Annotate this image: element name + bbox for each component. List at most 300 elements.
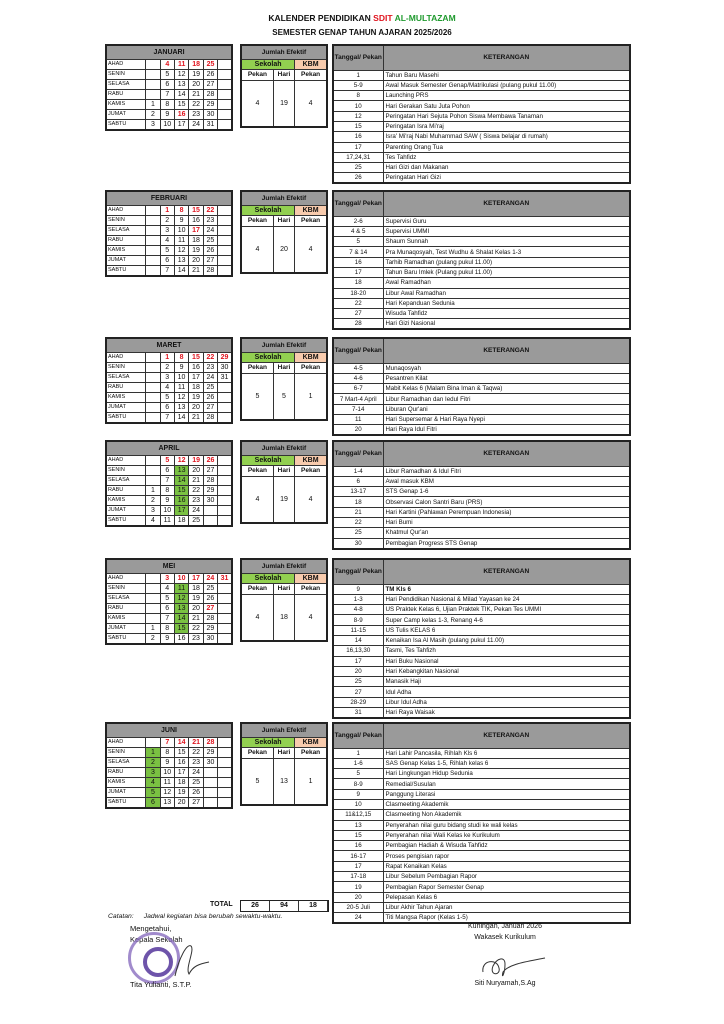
date-cell: 28 — [203, 265, 217, 276]
event-row — [333, 70, 630, 80]
pekan-label: Pekan — [241, 465, 273, 476]
date-cell: 22 — [203, 205, 217, 215]
event-description: Pembagian Hadiah & Wisuda Tahfidz — [383, 841, 630, 851]
date-cell: 13 — [174, 603, 188, 613]
date-cell — [146, 79, 160, 89]
day-name: SENIN — [106, 465, 146, 475]
effective-hari: 13 — [273, 758, 294, 805]
date-cell: 21 — [189, 737, 203, 747]
event-description: Idul Adha — [383, 687, 630, 697]
date-cell — [146, 215, 160, 225]
date-cell: 11 — [174, 59, 188, 69]
event-date: 27 — [333, 309, 383, 319]
date-cell: 18 — [189, 59, 203, 69]
effective-pekan: 5 — [241, 373, 273, 420]
event-date: 1 — [333, 748, 383, 758]
tanggal-header: Tanggal/ Pekan — [333, 45, 383, 70]
event-row — [333, 615, 630, 625]
event-description: Pembagian Rapor Semester Genap — [383, 882, 630, 892]
date-cell — [146, 245, 160, 255]
event-row — [333, 487, 630, 497]
event-date: 1 — [333, 70, 383, 80]
event-date: 9 — [333, 584, 383, 594]
date-cell: 20 — [174, 797, 188, 808]
date-cell: 24 — [203, 225, 217, 235]
event-row — [333, 267, 630, 277]
event-description: TM Kls 6 — [383, 584, 630, 594]
event-date: 9 — [333, 789, 383, 799]
event-row — [333, 758, 630, 768]
event-description: Khatmul Qur'an — [383, 528, 630, 538]
calendar-row — [106, 455, 232, 465]
event-date: 16 — [333, 132, 383, 142]
effective-header: Jumlah Efektif — [241, 441, 327, 455]
total-label: TOTAL — [210, 901, 233, 908]
event-description: Super Camp kelas 1-3, Renang 4-6 — [383, 615, 630, 625]
event-date: 5 — [333, 237, 383, 247]
hari-label: Hari — [273, 215, 294, 226]
date-cell — [218, 59, 232, 69]
event-date: 1-3 — [333, 594, 383, 604]
effective-header: Jumlah Efektif — [241, 559, 327, 573]
event-row — [333, 404, 630, 414]
note — [108, 913, 282, 920]
date-cell: 12 — [174, 455, 188, 465]
date-cell — [218, 613, 232, 623]
event-description: Mabit Kelas 6 (Malam Bina Iman & Taqwa) — [383, 384, 630, 394]
left-sign-line1: Mengetahui, — [130, 924, 172, 933]
calendar-row — [106, 767, 232, 777]
date-cell: 15 — [174, 485, 188, 495]
event-row — [333, 111, 630, 121]
event-description: Penyerahan nilai guru bidang studi ke wali kelas — [383, 820, 630, 830]
calendar-row — [106, 495, 232, 505]
event-description: Tasmi, Tes Tahfizh — [383, 646, 630, 656]
kbm-label: KBM — [295, 737, 327, 747]
event-row — [333, 101, 630, 111]
date-cell: 15 — [189, 205, 203, 215]
date-cell: 24 — [189, 505, 203, 515]
date-cell: 20 — [189, 255, 203, 265]
date-cell: 25 — [189, 515, 203, 526]
date-cell: 11 — [174, 382, 188, 392]
date-cell: 15 — [174, 747, 188, 757]
kbm-label: KBM — [295, 205, 327, 215]
right-sign-line2: Wakasek Kurikulum — [474, 934, 536, 941]
date-cell: 17 — [189, 573, 203, 583]
date-cell: 13 — [160, 797, 174, 808]
kbm-label: KBM — [295, 59, 327, 69]
date-cell: 25 — [203, 583, 217, 593]
date-cell: 16 — [189, 215, 203, 225]
date-cell: 19 — [189, 392, 203, 402]
date-cell: 28 — [203, 475, 217, 485]
date-cell — [218, 79, 232, 89]
event-description: Supervisi UMMI — [383, 226, 630, 236]
day-name: AHAD — [106, 352, 146, 362]
effective-days-table — [240, 337, 328, 421]
event-date: 17-18 — [333, 872, 383, 882]
effective-header: Jumlah Efektif — [241, 723, 327, 737]
event-date: 17 — [333, 861, 383, 871]
date-cell — [146, 89, 160, 99]
day-name: SELASA — [106, 475, 146, 485]
date-cell: 12 — [174, 69, 188, 79]
day-name: RABU — [106, 603, 146, 613]
calendar-row — [106, 402, 232, 412]
date-cell: 15 — [189, 352, 203, 362]
sekolah-label: Sekolah — [241, 455, 295, 465]
date-cell: 25 — [203, 235, 217, 245]
date-cell: 18 — [189, 583, 203, 593]
date-cell: 25 — [203, 382, 217, 392]
kbm-pekan-label: Pekan — [295, 465, 327, 476]
month-calendar — [105, 190, 233, 277]
event-row — [333, 476, 630, 486]
event-date: 1-4 — [333, 466, 383, 476]
event-description: Remedial/Susulan — [383, 779, 630, 789]
calendar-row — [106, 412, 232, 423]
sekolah-label: Sekolah — [241, 205, 295, 215]
date-cell — [218, 485, 232, 495]
date-cell: 6 — [160, 603, 174, 613]
month-calendar — [105, 722, 233, 809]
date-cell — [146, 372, 160, 382]
event-row — [333, 384, 630, 394]
event-description: Isra' Mi'raj Nabi Muhammad SAW ( Siswa belajar di rumah) — [383, 132, 630, 142]
date-cell: 5 — [160, 69, 174, 79]
date-cell: 11 — [160, 777, 174, 787]
date-cell: 28 — [203, 89, 217, 99]
date-cell — [146, 583, 160, 593]
effective-days-table — [240, 558, 328, 642]
event-row — [333, 142, 630, 152]
principal-signature-icon — [165, 938, 215, 983]
event-date: 13 — [333, 820, 383, 830]
hari-label: Hari — [273, 362, 294, 373]
event-row — [333, 528, 630, 538]
day-name: KAMIS — [106, 613, 146, 623]
event-date: 25 — [333, 677, 383, 687]
event-description: Tarhib Ramadhan (pulang pukul 11.00) — [383, 257, 630, 267]
date-cell: 9 — [174, 362, 188, 372]
date-cell: 27 — [203, 402, 217, 412]
date-cell: 23 — [189, 633, 203, 644]
date-cell — [218, 603, 232, 613]
effective-pekan: 4 — [241, 226, 273, 273]
event-date: 8 — [333, 91, 383, 101]
date-cell: 4 — [160, 583, 174, 593]
event-date: 7 Mart-4 April — [333, 394, 383, 404]
date-cell: 7 — [160, 89, 174, 99]
total-pekan: 26 — [241, 901, 270, 911]
month-name: MARET — [106, 338, 232, 352]
date-cell — [218, 757, 232, 767]
day-name: SELASA — [106, 79, 146, 89]
date-cell: 8 — [174, 205, 188, 215]
date-cell: 12 — [174, 593, 188, 603]
event-row — [333, 226, 630, 236]
date-cell — [218, 455, 232, 465]
event-description: Pelepasan Kelas 6 — [383, 892, 630, 902]
date-cell: 30 — [203, 109, 217, 119]
date-cell: 17 — [189, 225, 203, 235]
event-description: Hari Pendidikan Nasional & Milad Yayasan ke 24 — [383, 594, 630, 604]
date-cell — [146, 265, 160, 276]
event-row — [333, 892, 630, 902]
month-name: MEI — [106, 559, 232, 573]
calendar-row — [106, 235, 232, 245]
month-name: JANUARI — [106, 45, 232, 59]
date-cell — [218, 797, 232, 808]
date-cell: 22 — [189, 99, 203, 109]
date-cell: 5 — [160, 245, 174, 255]
date-cell — [218, 382, 232, 392]
event-date: 11&12,15 — [333, 810, 383, 820]
event-date: 18 — [333, 497, 383, 507]
event-date: 17 — [333, 142, 383, 152]
event-date: 20-5 Juli — [333, 902, 383, 912]
date-cell — [146, 737, 160, 747]
date-cell: 21 — [189, 265, 203, 276]
event-row — [333, 173, 630, 184]
day-name: SENIN — [106, 747, 146, 757]
date-cell: 23 — [189, 495, 203, 505]
date-cell: 8 — [160, 747, 174, 757]
date-cell: 11 — [174, 235, 188, 245]
date-cell — [218, 225, 232, 235]
date-cell: 9 — [160, 633, 174, 644]
effective-hari: 20 — [273, 226, 294, 273]
event-row — [333, 687, 630, 697]
event-row — [333, 298, 630, 308]
principal-name: Tita Yulianti, S.T.P. — [130, 980, 192, 989]
effective-pekan: 4 — [241, 594, 273, 641]
calendar-row — [106, 485, 232, 495]
day-name: SENIN — [106, 362, 146, 372]
event-date: 5 — [333, 769, 383, 779]
date-cell — [218, 623, 232, 633]
calendar-row — [106, 215, 232, 225]
date-cell: 16 — [174, 633, 188, 644]
date-cell — [146, 465, 160, 475]
date-cell: 11 — [160, 515, 174, 526]
date-cell: 27 — [203, 465, 217, 475]
calendar-row — [106, 205, 232, 215]
date-cell — [146, 69, 160, 79]
calendar-row — [106, 613, 232, 623]
date-cell: 6 — [160, 79, 174, 89]
date-cell — [203, 787, 217, 797]
effective-header: Jumlah Efektif — [241, 191, 327, 205]
event-date: 10 — [333, 799, 383, 809]
date-cell: 28 — [203, 412, 217, 423]
date-cell: 3 — [160, 372, 174, 382]
date-cell: 14 — [174, 613, 188, 623]
day-name: JUMAT — [106, 402, 146, 412]
day-name: SABTU — [106, 119, 146, 130]
event-description: Hari Gerakan Satu Juta Pohon — [383, 101, 630, 111]
date-cell: 3 — [160, 573, 174, 583]
effective-kbm-pekan: 4 — [295, 594, 327, 641]
effective-hari: 5 — [273, 373, 294, 420]
month-calendar — [105, 337, 233, 424]
month-calendar — [105, 558, 233, 645]
event-row — [333, 656, 630, 666]
calendar-row — [106, 372, 232, 382]
effective-kbm-pekan: 1 — [295, 373, 327, 420]
date-cell — [218, 119, 232, 130]
event-description: Pembagian Progress STS Genap — [383, 538, 630, 549]
event-row — [333, 257, 630, 267]
pekan-label: Pekan — [241, 747, 273, 758]
date-cell — [146, 402, 160, 412]
date-cell: 12 — [174, 245, 188, 255]
date-cell: 19 — [189, 245, 203, 255]
date-cell — [146, 593, 160, 603]
hari-label: Hari — [273, 747, 294, 758]
event-row — [333, 425, 630, 436]
wakasek-name: Siti Nuryamah,S.Ag — [474, 980, 536, 987]
event-row — [333, 625, 630, 635]
date-cell: 6 — [160, 255, 174, 265]
date-cell: 13 — [174, 79, 188, 89]
event-date: 16 — [333, 257, 383, 267]
calendar-row — [106, 505, 232, 515]
title-school: SDIT — [373, 13, 393, 23]
event-row — [333, 584, 630, 594]
date-cell: 30 — [218, 362, 232, 372]
event-description: Hari Lingkungan Hidup Sedunia — [383, 769, 630, 779]
date-cell: 16 — [189, 362, 203, 372]
calendar-row — [106, 633, 232, 644]
date-cell: 5 — [160, 392, 174, 402]
event-description: Libur Ramadhan & Idul Fitri — [383, 466, 630, 476]
date-cell: 14 — [174, 475, 188, 485]
event-row — [333, 288, 630, 298]
keterangan-header: KETERANGAN — [383, 338, 630, 363]
title-text: KALENDER PENDIDIKAN — [268, 13, 374, 23]
event-date: 20 — [333, 892, 383, 902]
event-row — [333, 851, 630, 861]
date-cell: 30 — [203, 757, 217, 767]
date-cell: 21 — [189, 89, 203, 99]
date-cell — [146, 475, 160, 485]
date-cell: 3 — [146, 505, 160, 515]
date-cell: 18 — [189, 382, 203, 392]
date-cell: 27 — [203, 603, 217, 613]
date-cell: 10 — [160, 505, 174, 515]
document-subtitle: SEMESTER GENAP TAHUN AJARAN 2025/2026 — [272, 28, 452, 37]
date-cell: 2 — [146, 633, 160, 644]
kbm-pekan-label: Pekan — [295, 215, 327, 226]
event-date: 17 — [333, 656, 383, 666]
event-date: 19 — [333, 882, 383, 892]
event-description: Peringatan Isra Mi'raj — [383, 121, 630, 131]
event-date: 22 — [333, 517, 383, 527]
date-cell — [218, 787, 232, 797]
date-cell: 1 — [146, 623, 160, 633]
date-cell: 17 — [189, 372, 203, 382]
event-row — [333, 319, 630, 330]
date-cell — [218, 505, 232, 515]
effective-pekan: 5 — [241, 758, 273, 805]
date-cell: 29 — [203, 747, 217, 757]
date-cell: 16 — [174, 757, 188, 767]
date-cell: 31 — [218, 372, 232, 382]
effective-kbm-pekan: 1 — [295, 758, 327, 805]
day-name: JUMAT — [106, 109, 146, 119]
event-description: Awal masuk KBM — [383, 476, 630, 486]
event-date: 20 — [333, 425, 383, 436]
date-cell: 14 — [174, 89, 188, 99]
event-description: Hari Lahir Pancasila, Rihlah Kls 6 — [383, 748, 630, 758]
date-cell: 1 — [146, 747, 160, 757]
calendar-row — [106, 69, 232, 79]
event-description: Hari Kartini (Pahlawan Perempuan Indonesia) — [383, 507, 630, 517]
keterangan-header: KETERANGAN — [383, 191, 630, 216]
date-cell: 4 — [146, 515, 160, 526]
calendar-row — [106, 515, 232, 526]
date-cell — [218, 89, 232, 99]
date-cell: 2 — [146, 109, 160, 119]
date-cell: 1 — [160, 352, 174, 362]
event-row — [333, 769, 630, 779]
date-cell: 8 — [160, 99, 174, 109]
date-cell: 23 — [189, 109, 203, 119]
date-cell: 12 — [160, 787, 174, 797]
event-date: 18 — [333, 278, 383, 288]
event-date: 12 — [333, 111, 383, 121]
event-date: 6 — [333, 476, 383, 486]
date-cell: 3 — [146, 767, 160, 777]
day-name: SELASA — [106, 757, 146, 767]
calendar-row — [106, 747, 232, 757]
date-cell: 13 — [174, 255, 188, 265]
calendar-row — [106, 99, 232, 109]
event-row — [333, 91, 630, 101]
date-cell: 5 — [160, 593, 174, 603]
event-row — [333, 538, 630, 549]
kbm-pekan-label: Pekan — [295, 69, 327, 80]
date-cell: 18 — [189, 235, 203, 245]
date-cell — [218, 777, 232, 787]
event-date: 15 — [333, 830, 383, 840]
month-calendar — [105, 440, 233, 527]
kbm-label: KBM — [295, 455, 327, 465]
day-name: KAMIS — [106, 495, 146, 505]
event-description: Hari Raya Idul Fitri — [383, 425, 630, 436]
date-cell: 5 — [146, 787, 160, 797]
events-table — [332, 190, 631, 330]
event-date: 17,24,31 — [333, 152, 383, 162]
event-description: Shaum Sunnah — [383, 237, 630, 247]
event-description: Proses pengisian rapor — [383, 851, 630, 861]
date-cell: 4 — [160, 235, 174, 245]
date-cell: 15 — [174, 99, 188, 109]
event-row — [333, 861, 630, 871]
day-name: JUMAT — [106, 787, 146, 797]
date-cell: 9 — [160, 109, 174, 119]
hari-label: Hari — [273, 465, 294, 476]
event-date: 11 — [333, 414, 383, 424]
kbm-label: KBM — [295, 573, 327, 583]
date-cell — [218, 593, 232, 603]
date-cell: 10 — [160, 119, 174, 130]
event-date: 4-6 — [333, 373, 383, 383]
event-description: Wisuda Tahfidz — [383, 309, 630, 319]
date-cell: 28 — [203, 737, 217, 747]
